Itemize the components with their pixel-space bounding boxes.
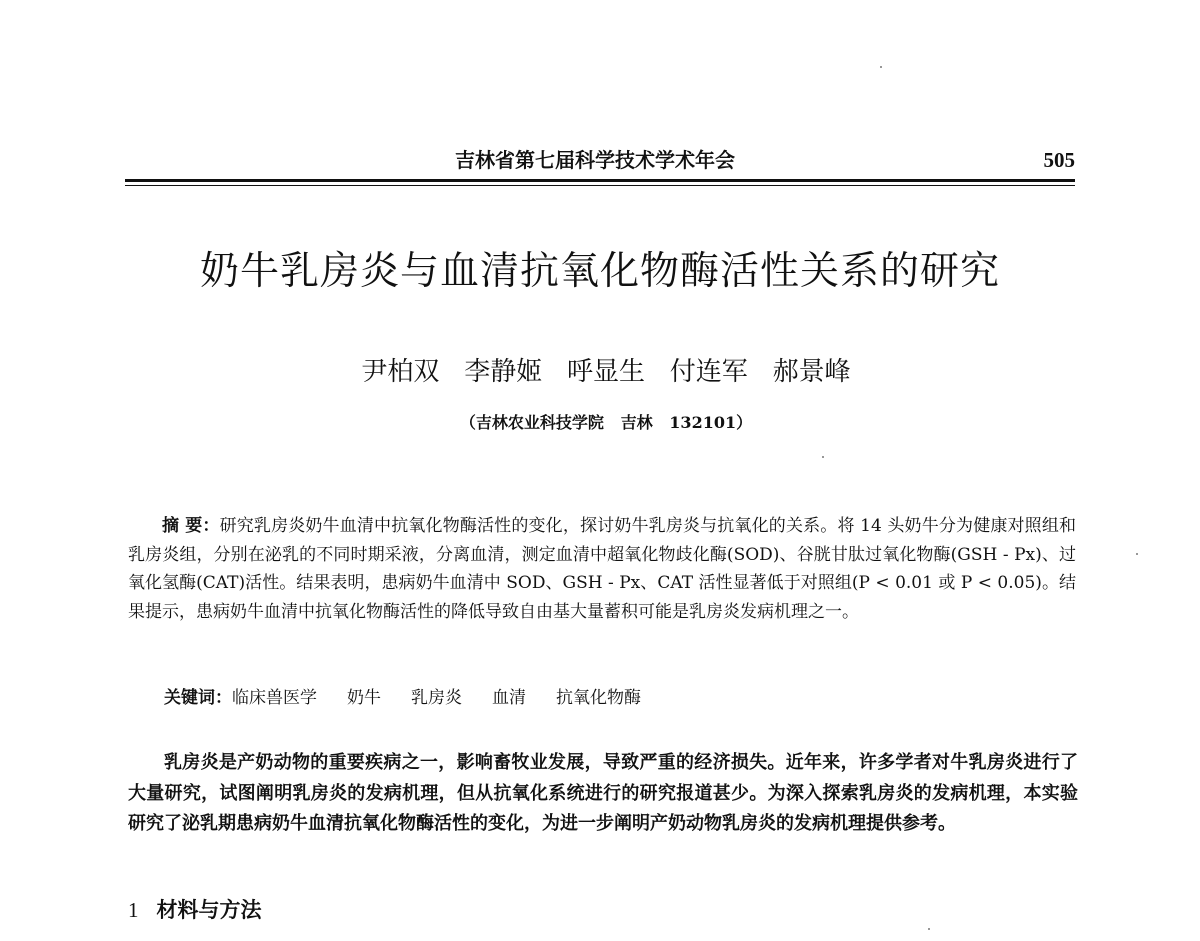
section-title: 材料与方法 bbox=[156, 898, 262, 922]
keyword: 临床兽医学 bbox=[232, 688, 317, 708]
affiliation: （吉林农业科技学院 吉林 132101） bbox=[459, 413, 753, 432]
keywords bbox=[164, 684, 1084, 712]
abstract-label: 摘 要： bbox=[162, 516, 220, 536]
abstract-text: 研究乳房炎奶牛血清中抗氧化物酶活性的变化，探讨奶牛乳房炎与抗氧化的关系。将 14 头奶牛分为健康对照组和乳房炎组，分别在泌乳的不同时期采液，分离血清，测定血清中超氧化物歧化酶(SOD)、谷胱甘肽过氧化物酶(GSH - Px)、过氧化氢酶(CAT)活性。结果表明，患病奶牛血清中 SOD、GSH - Px、CAT 活性显著低于对照组(P < 0.01 或 P < 0.05)。结果提示，患病奶牛血清中抗氧化物酶活性的降低导致自由基大量蓄积可能是乳房炎发病机理之一。 bbox=[128, 516, 1077, 622]
header-rule-thick bbox=[125, 179, 1075, 182]
scan-speck bbox=[1136, 553, 1138, 555]
intro-paragraph: 乳房炎是产奶动物的重要疾病之一，影响畜牧业发展，导致严重的经济损失。近年来，许多学者对牛乳房炎进行了大量研究，试图阐明乳房炎的发病机理，但从抗氧化系统进行的研究报道甚少。为深入探索乳房炎的发病机理，本实验研究了泌乳期患病奶牛血清抗氧化物酶活性的变化，为进一步阐明产奶动物乳房炎的发病机理提供参考。 bbox=[128, 752, 1078, 834]
section-number: 1 bbox=[128, 898, 139, 922]
scan-speck bbox=[880, 66, 882, 68]
keyword: 奶牛 bbox=[347, 688, 381, 708]
keywords-label: 关键词： bbox=[164, 688, 232, 708]
paper-title: 奶牛乳房炎与血清抗氧化物酶活性关系的研究 bbox=[199, 249, 1000, 294]
keyword: 抗氧化物酶 bbox=[556, 688, 641, 708]
journal-title: 吉林省第七届科学技术学术年会 bbox=[455, 148, 735, 172]
running-header bbox=[125, 148, 1075, 188]
scan-speck bbox=[928, 928, 930, 930]
section-heading bbox=[128, 896, 262, 924]
page-number: 505 bbox=[1043, 148, 1075, 172]
keyword: 乳房炎 bbox=[411, 688, 462, 708]
abstract bbox=[128, 512, 1076, 626]
keyword: 血清 bbox=[492, 688, 526, 708]
scan-speck bbox=[822, 456, 824, 458]
author-list: 尹柏双 李静姬 呼显生 付连军 郝景峰 bbox=[361, 357, 851, 387]
header-rule-thin bbox=[125, 185, 1075, 186]
